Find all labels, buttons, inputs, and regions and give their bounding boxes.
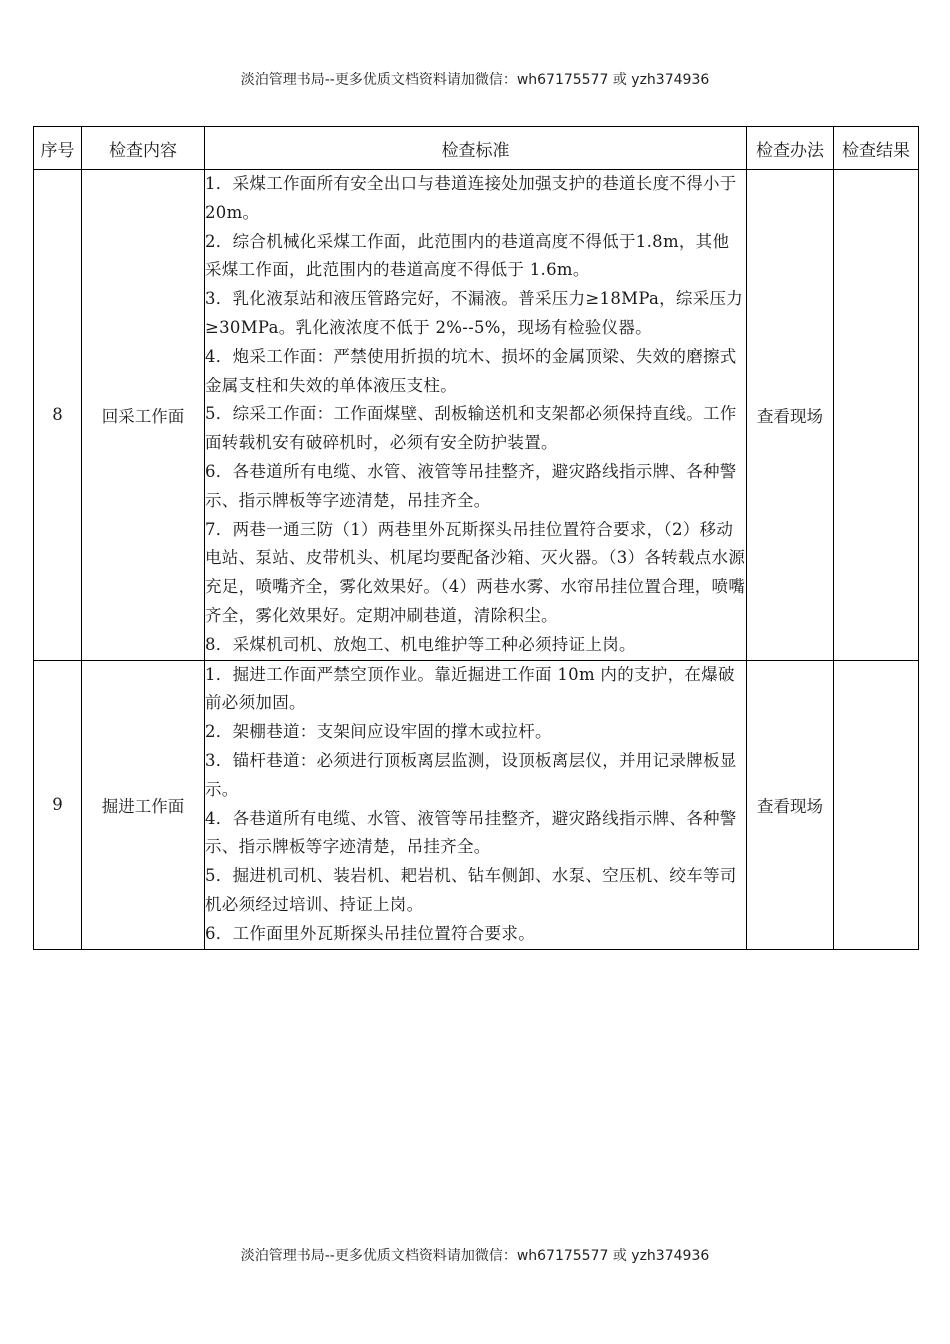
standard-item: 5．综采工作面：工作面煤壁、刮板输送机和支架都必须保持直线。工作面转载机安有破碎机时，必须有安全防护装置。 <box>205 404 737 453</box>
standard-item: 4．各巷道所有电缆、水管、液管等吊挂整齐，避灾路线指示牌、各种警示、指示牌板等字迹清楚，吊挂齐全。 <box>205 808 737 857</box>
standard-item: 2．架棚巷道：支架间应设牢固的撑木或拉杆。 <box>205 722 552 742</box>
row-check-result <box>834 660 919 949</box>
row-serial-no: 9 <box>34 660 82 949</box>
header-check-method: 检查办法 <box>747 127 834 170</box>
standard-item: 3．乳化液泵站和液压管路完好，不漏液。普采压力≥18MPa，综采压力≥30MPa。乳化液浓度不低于 2%--5%，现场有检验仪器。 <box>205 289 744 337</box>
table-header-row <box>34 127 919 170</box>
row-check-standards <box>205 660 747 949</box>
standard-item: 6．各巷道所有电缆、水管、液管等吊挂整齐，避灾路线指示牌、各种警示、指示牌板等字迹清楚，吊挂齐全。 <box>205 461 737 510</box>
row-check-content: 掘进工作面 <box>82 660 205 949</box>
standard-item: 5．掘进机司机、装岩机、耙岩机、钻车侧卸、水泵、空压机、绞车等司机必须经过培训、持证上岗。 <box>205 866 737 914</box>
row-check-content: 回采工作面 <box>82 170 205 661</box>
standard-item: 1．采煤工作面所有安全出口与巷道连接处加强支护的巷道长度不得小于 20m。 <box>205 174 737 222</box>
table-row <box>34 660 919 949</box>
standard-item: 6．工作面里外瓦斯探头吊挂位置符合要求。 <box>205 923 535 943</box>
standard-item: 8．采煤机司机、放炮工、机电维护等工种必须持证上岗。 <box>205 634 636 654</box>
table-row <box>34 170 919 661</box>
standard-item: 3．锚杆巷道：必须进行顶板离层监测，设顶板离层仪，并用记录牌板显示。 <box>205 750 737 799</box>
header-check-standard: 检查标准 <box>205 127 747 170</box>
standard-item: 4．炮采工作面：严禁使用折损的坑木、损坏的金属顶梁、失效的磨擦式金属支柱和失效的单体液压支柱。 <box>205 346 737 395</box>
page-header: 淡泊管理书局--更多优质文档资料请加微信：wh67175577 或 yzh374936 <box>240 72 710 88</box>
row-check-result <box>834 170 919 661</box>
header-check-result: 检查结果 <box>834 127 919 170</box>
row-check-method: 查看现场 <box>747 170 834 661</box>
header-serial-no: 序号 <box>34 127 82 170</box>
header-check-content: 检查内容 <box>82 127 205 170</box>
page-footer: 淡泊管理书局--更多优质文档资料请加微信：wh67175577 或 yzh374936 <box>240 1248 710 1264</box>
standard-item: 1．掘进工作面严禁空顶作业。靠近掘进工作面 10m 内的支护，在爆破前必须加固。 <box>205 664 735 713</box>
standard-item: 2．综合机械化采煤工作面，此范围内的巷道高度不得低于1.8m，其他采煤工作面，此范围内的巷道高度不得低于 1.6m。 <box>205 231 730 280</box>
inspection-table <box>33 126 919 950</box>
standard-item: 7．两巷一通三防（1）两巷里外瓦斯探头吊挂位置符合要求，（2）移动电站、泵站、皮带机头、机尾均要配备沙箱、灭火器。（3）各转载点水源充足，喷嘴齐全，雾化效果好。（4）两巷水雾、水帘吊挂位置合理，喷嘴齐全，雾化效果好。定期冲刷巷道，清除积尘。 <box>205 519 746 625</box>
row-serial-no: 8 <box>34 170 82 661</box>
row-check-standards <box>205 170 747 661</box>
row-check-method: 查看现场 <box>747 660 834 949</box>
